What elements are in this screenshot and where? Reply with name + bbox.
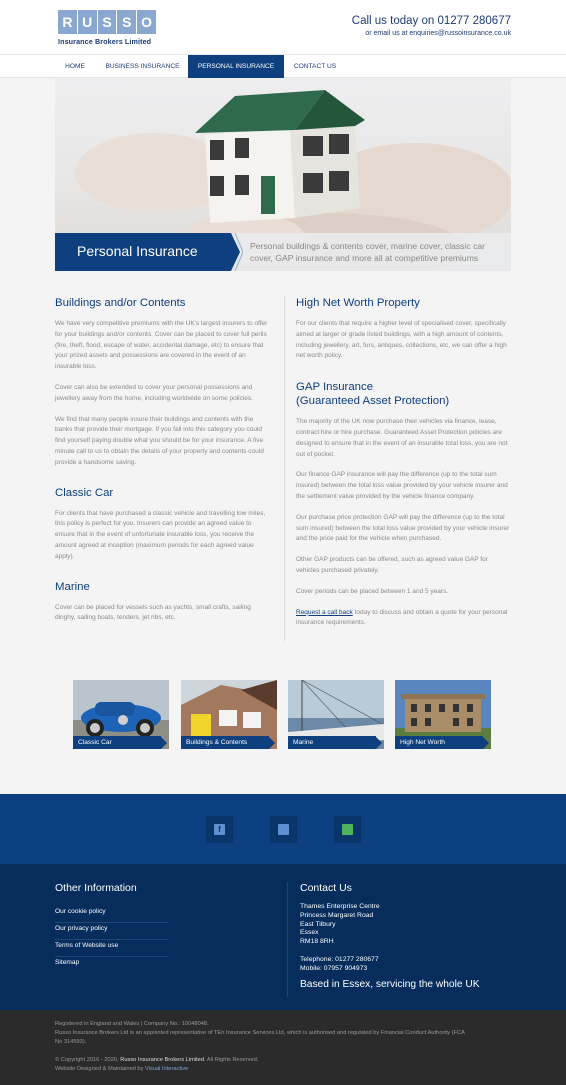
russo-logo[interactable] bbox=[58, 10, 156, 47]
hero-title-box bbox=[55, 233, 231, 271]
left-column bbox=[55, 296, 272, 624]
address-line: RM18 8RH bbox=[300, 938, 334, 946]
address-line: Thames Enterprise Centre bbox=[300, 903, 380, 910]
logo-letter: U bbox=[78, 10, 98, 34]
address-line: Essex bbox=[300, 929, 319, 937]
company-name: Russo Insurance Brokers Limited bbox=[120, 1057, 204, 1063]
nav-item-business-insurance[interactable]: BUSINESS INSURANCE bbox=[105, 63, 180, 70]
appointed-text: Russo Insurance Brokers Ltd is an appointed representative of TEn Insurance Services Ltd, which is authorised and regulated by Financial Conduct Authority (FCA bbox=[55, 1030, 465, 1036]
contact-us-title: Contact Us bbox=[300, 882, 352, 894]
hero-caption bbox=[55, 233, 511, 271]
right-column bbox=[296, 296, 511, 629]
footer-divider bbox=[287, 882, 288, 997]
gap-paragraph: Other GAP products can be offered, such as agreed value GAP for vehicles purchased privately. bbox=[296, 556, 488, 574]
footer-tagline: Based in Essex, servicing the whole UK bbox=[300, 979, 480, 990]
header-email[interactable]: or email us at enquiries@russoinsurance.co.uk bbox=[365, 30, 511, 37]
hero-arrow-outline bbox=[233, 233, 243, 271]
tile-label: High Net Worth bbox=[395, 736, 483, 749]
logo-letter: R bbox=[58, 10, 78, 34]
contact-address bbox=[300, 903, 380, 973]
hnw-paragraph: For our clients that require a higher level of specialised cover, specifically aimed at larger or grade listed buildings, with a high amount of contents, including jewellery, art, furs, antiques, collections, etc, we can offer a high net worth policy. bbox=[296, 320, 507, 360]
gap-paragraph: Our purchase price protection GAP will pay the difference (up to the total sum insured) between the total loss value provided by your vehicle insurer and the price paid for the vehicle when purchased. bbox=[296, 513, 510, 543]
header-phone[interactable]: Call us today on 01277 280677 bbox=[351, 15, 511, 27]
footer-link-privacy-policy[interactable]: Our privacy policy bbox=[55, 923, 168, 940]
designer-credit: Website Designed & Maintained by Visual Interactive bbox=[55, 1066, 189, 1072]
tile-buildings-contents[interactable] bbox=[181, 680, 277, 749]
section-subtitle-gap: (Guaranteed Asset Protection) bbox=[296, 395, 450, 408]
registration-text: Registered in England and Wales | Company No.: 10048048. bbox=[55, 1021, 209, 1027]
nav-item-contact-us[interactable]: CONTACT US bbox=[293, 63, 337, 70]
hero-description: Personal buildings & contents cover, marine cover, classic car cover, GAP insurance and more all at competitive premiums bbox=[250, 241, 486, 263]
footer-bottom bbox=[0, 1010, 566, 1085]
callback-text: today to discuss and obtain a quote for your personal insurance requirements. bbox=[296, 608, 508, 627]
section-title-classic-car: Classic Car bbox=[55, 486, 114, 499]
tile-label-arrow bbox=[376, 737, 382, 749]
email-icon[interactable] bbox=[334, 816, 361, 843]
gap-paragraph: The majority of the UK now purchase their vehicles via finance, lease, contract hire or hire purchase. Guaranteed Asset Protection policies are designed to ensure that in the event of an insurable total loss, you are not out of pocket. bbox=[296, 418, 508, 458]
column-divider bbox=[284, 296, 285, 641]
logo-subtitle: Insurance Brokers Limited bbox=[58, 37, 152, 46]
copyright-text: © Copyright 2016 - 2020, Russo Insurance Brokers Limited. All Rights Reserved. bbox=[55, 1057, 259, 1063]
tile-classic-car[interactable] bbox=[73, 680, 169, 749]
logo-letter: S bbox=[98, 10, 118, 34]
footer-info bbox=[0, 864, 566, 1010]
marine-paragraph: Cover can be placed for vessels such as yachts, small crafts, sailing dinghy, sailing boats, tenders, jet ribs, etc. bbox=[55, 603, 251, 622]
main-content bbox=[0, 271, 566, 664]
tile-marine[interactable] bbox=[288, 680, 384, 749]
other-information-title: Other Information bbox=[55, 882, 137, 894]
request-callback-link[interactable]: Request a call back bbox=[296, 608, 353, 616]
contact-telephone[interactable]: Telephone: 01277 280677 bbox=[300, 955, 379, 963]
address-line: East Tilbury bbox=[300, 920, 336, 928]
main-nav bbox=[0, 54, 566, 78]
hero-banner bbox=[55, 78, 511, 271]
contact-mobile[interactable]: Mobile: 07957 904973 bbox=[300, 964, 368, 972]
section-title-high-net-worth: High Net Worth Property bbox=[296, 297, 420, 309]
logo-letter: S bbox=[117, 10, 137, 34]
header-contact bbox=[352, 15, 511, 37]
classic-car-paragraph: For clients that have purchased a classic vehicle and travelling low miles, this policy is perfect for you. Insurers can provide an agreed value to ensure that in the event of unfortunate insurable loss, you receive the amount agreed at inception (maximum periods for each agreed value apply). bbox=[55, 509, 266, 560]
buildings-paragraph: We find that many people insure their buildings and contents with the banks that provide their mortgage. If you fall into this category you could find yourself paying double what you should be for your insurance. A five minute call to us to obtain the details of your property and contents could provide a handsome saving. bbox=[55, 415, 264, 466]
callback-paragraph bbox=[296, 608, 511, 630]
nav-item-personal-insurance[interactable]: PERSONAL INSURANCE bbox=[188, 55, 284, 78]
facebook-icon[interactable]: f bbox=[206, 816, 233, 843]
logo-letters bbox=[58, 10, 156, 34]
buildings-paragraph: We have very competitive premiums with the UK's largest insurers to offer for your buildings and/or contents. Cover can be placed to cover full perils (fire, theft, flood, escape of water, accidental damage, etc) to ensure that your prized assets and possessions are covered in the event of an insurable loss. bbox=[55, 320, 268, 371]
visual-interactive-link[interactable]: Visual Interactive bbox=[145, 1066, 189, 1072]
nav-item-home[interactable]: HOME bbox=[65, 63, 85, 70]
tile-high-net-worth[interactable] bbox=[395, 680, 491, 749]
section-title-gap: GAP Insurance bbox=[296, 381, 374, 394]
section-title-marine: Marine bbox=[55, 580, 90, 593]
tile-label: Marine bbox=[288, 736, 376, 749]
tile-label-arrow bbox=[483, 737, 489, 749]
logo-letter: O bbox=[137, 10, 156, 34]
tile-label-arrow bbox=[269, 737, 275, 749]
tile-label: Buildings & Contents bbox=[181, 736, 269, 749]
twitter-icon[interactable] bbox=[270, 816, 297, 843]
site-header bbox=[0, 0, 566, 54]
buildings-paragraph: Cover can also be extended to cover your personal possessions and jewellery away from the home, including worldwide on some policies. bbox=[55, 383, 253, 402]
gap-paragraph: Cover periods can be placed between 1 and 5 years. bbox=[296, 587, 449, 595]
footer-link-cookie-policy[interactable]: Our cookie policy bbox=[55, 906, 168, 923]
fca-number-text: No 314593). bbox=[55, 1039, 87, 1045]
category-tiles bbox=[0, 664, 566, 794]
hero-title: Personal Insurance bbox=[77, 243, 198, 259]
footer-link-sitemap[interactable]: Sitemap bbox=[55, 959, 80, 966]
section-title-buildings: Buildings and/or Contents bbox=[55, 297, 186, 309]
address-line: Princess Margaret Road bbox=[300, 911, 374, 919]
tile-label-arrow bbox=[161, 737, 167, 749]
tile-label: Classic Car bbox=[73, 736, 161, 749]
footer-link-terms[interactable]: Terms of Website use bbox=[55, 940, 168, 957]
gap-paragraph: Our finance GAP insurance will pay the difference (up to the total sum insured) between the total loss value provided by your vehicle insurer and the settlement value provided by the vehicle finance company. bbox=[296, 471, 508, 500]
social-band bbox=[0, 794, 566, 864]
